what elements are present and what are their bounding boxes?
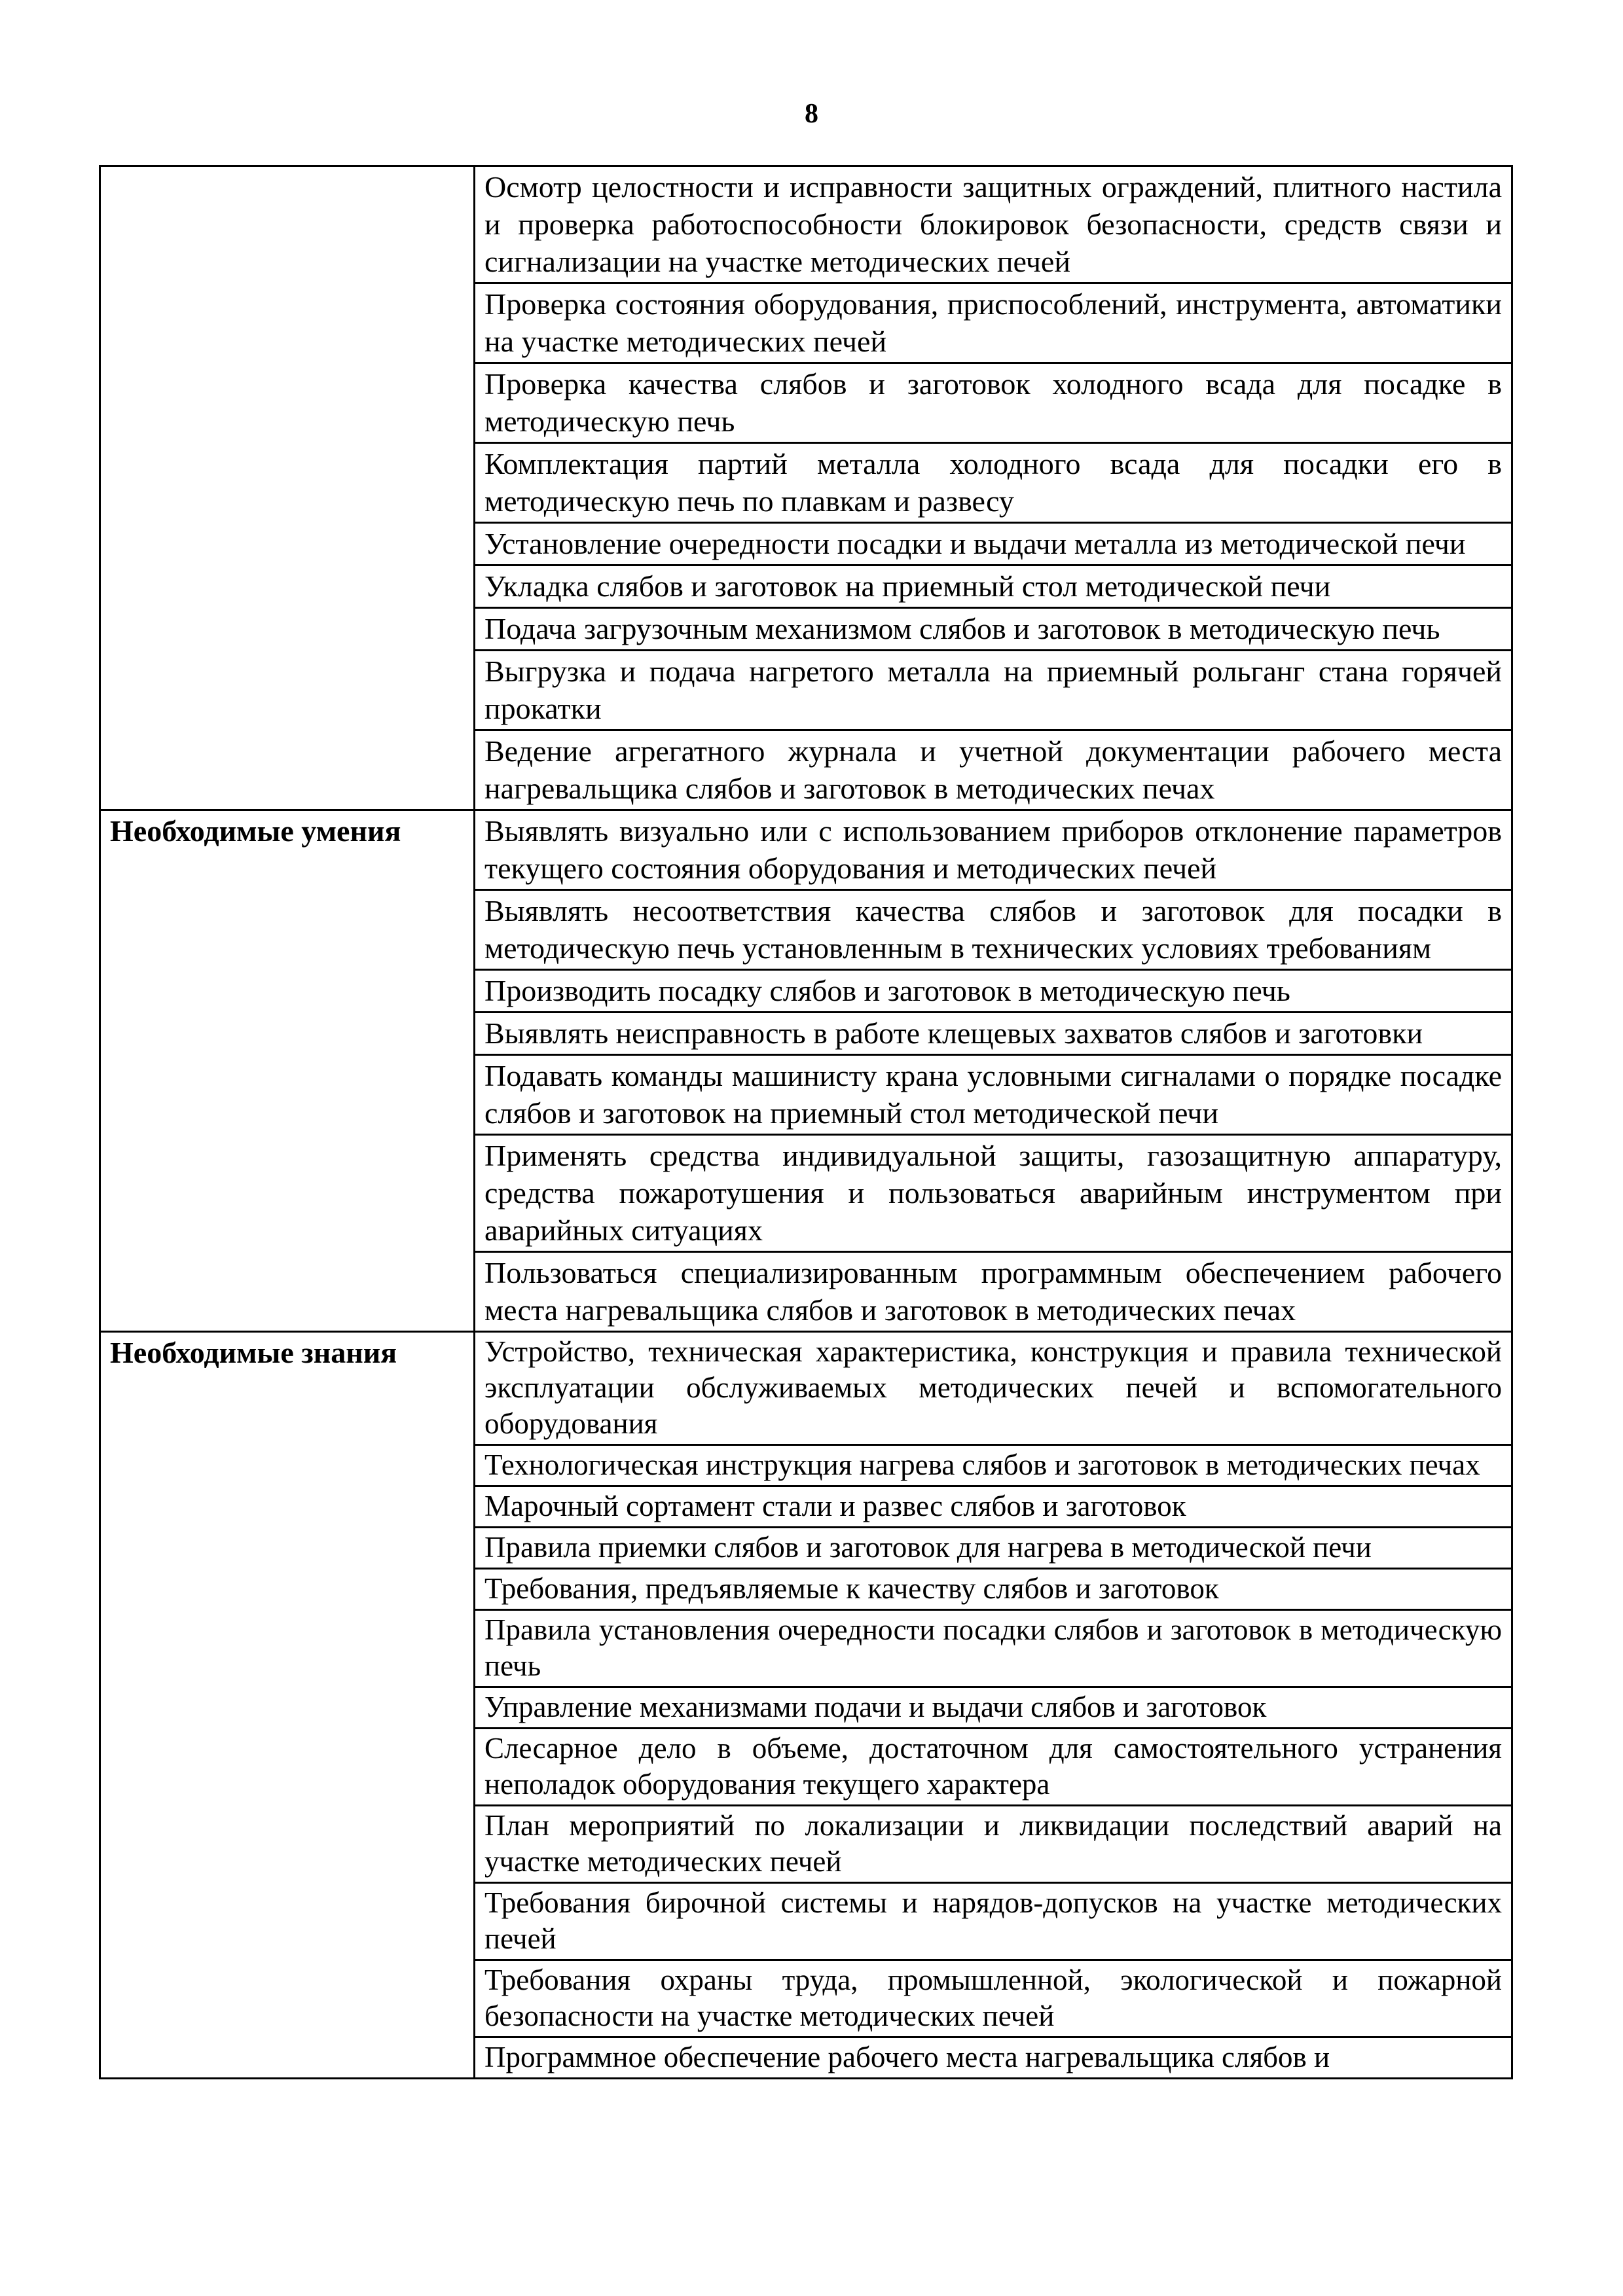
table-cell: Технологическая инструкция нагрева слябов и заготовок в методических печах (475, 1445, 1512, 1486)
table-cell: Осмотр целостности и исправности защитных ограждений, плитного настила и проверка работоспособности блокировок безопасности, средств связи и сигнализации на участке методических печей (475, 166, 1512, 283)
table-cell: Подавать команды машинисту крана условными сигналами о порядке посадке слябов и заготовок на приемный стол методической печи (475, 1055, 1512, 1135)
table-row (100, 1332, 1512, 1445)
table-cell: Применять средства индивидуальной защиты, газозащитную аппаратуру, средства пожаротушения и пользоваться аварийным инструментом при аварийных ситуациях (475, 1135, 1512, 1252)
table-cell: Производить посадку слябов и заготовок в методическую печь (475, 970, 1512, 1013)
table-cell: Укладка слябов и заготовок на приемный стол методической печи (475, 565, 1512, 608)
category-cell (100, 166, 475, 810)
table-row (100, 810, 1512, 890)
table-cell: Выявлять визуально или с использованием приборов отклонение параметров текущего состояния оборудования и методических печей (475, 810, 1512, 890)
table-cell: Выявлять неисправность в работе клещевых захватов слябов и заготовки (475, 1013, 1512, 1055)
table-cell: Ведение агрегатного журнала и учетной документации рабочего места нагревальщика слябов и заготовок в методических печах (475, 730, 1512, 810)
table-cell: Выгрузка и подача нагретого металла на приемный рольганг стана горячей прокатки (475, 651, 1512, 730)
table-cell: Требования, предъявляемые к качеству слябов и заготовок (475, 1569, 1512, 1610)
table-cell: Устройство, техническая характеристика, конструкция и правила технической эксплуатации обслуживаемых методических печей и вспомогательного оборудования (475, 1332, 1512, 1445)
table-row (100, 166, 1512, 283)
table-cell: Программное обеспечение рабочего места нагревальщика слябов и (475, 2037, 1512, 2079)
table-cell: Марочный сортамент стали и развес слябов и заготовок (475, 1486, 1512, 1528)
table-cell: План мероприятий по локализации и ликвидации последствий аварий на участке методических печей (475, 1806, 1512, 1883)
table-cell: Управление механизмами подачи и выдачи слябов и заготовок (475, 1687, 1512, 1729)
table-cell: Комплектация партий металла холодного всада для посадки его в методическую печь по плавкам и развесу (475, 443, 1512, 523)
table-cell: Требования бирочной системы и нарядов-допусков на участке методических печей (475, 1883, 1512, 1960)
section-labor-actions (100, 166, 1512, 810)
table-cell: Требования охраны труда, промышленной, экологической и пожарной безопасности на участке методических печей (475, 1960, 1512, 2037)
table-cell: Слесарное дело в объеме, достаточном для самостоятельного устранения неполадок оборудования текущего характера (475, 1729, 1512, 1806)
category-cell: Необходимые знания (100, 1332, 475, 2079)
table-cell: Правила установления очередности посадки слябов и заготовок в методическую печь (475, 1610, 1512, 1687)
table-cell: Проверка качества слябов и заготовок холодного всада для посадке в методическую печь (475, 363, 1512, 443)
table-cell: Проверка состояния оборудования, приспособлений, инструмента, автоматики на участке методических печей (475, 283, 1512, 363)
page-number: 8 (805, 99, 818, 129)
table-cell: Выявлять несоответствия качества слябов и заготовок для посадки в методическую печь установленным в технических условиях требованиям (475, 890, 1512, 970)
section-required-knowledge (100, 1332, 1512, 2079)
table-cell: Установление очередности посадки и выдачи металла из методической печи (475, 523, 1512, 565)
section-required-skills (100, 810, 1512, 1332)
category-cell: Необходимые умения (100, 810, 475, 1332)
table-cell: Пользоваться специализированным программным обеспечением рабочего места нагревальщика слябов и заготовок в методических печах (475, 1252, 1512, 1332)
table-cell: Правила приемки слябов и заготовок для нагрева в методической печи (475, 1528, 1512, 1569)
competency-table (99, 165, 1513, 2079)
table-cell: Подача загрузочным механизмом слябов и заготовок в методическую печь (475, 608, 1512, 651)
